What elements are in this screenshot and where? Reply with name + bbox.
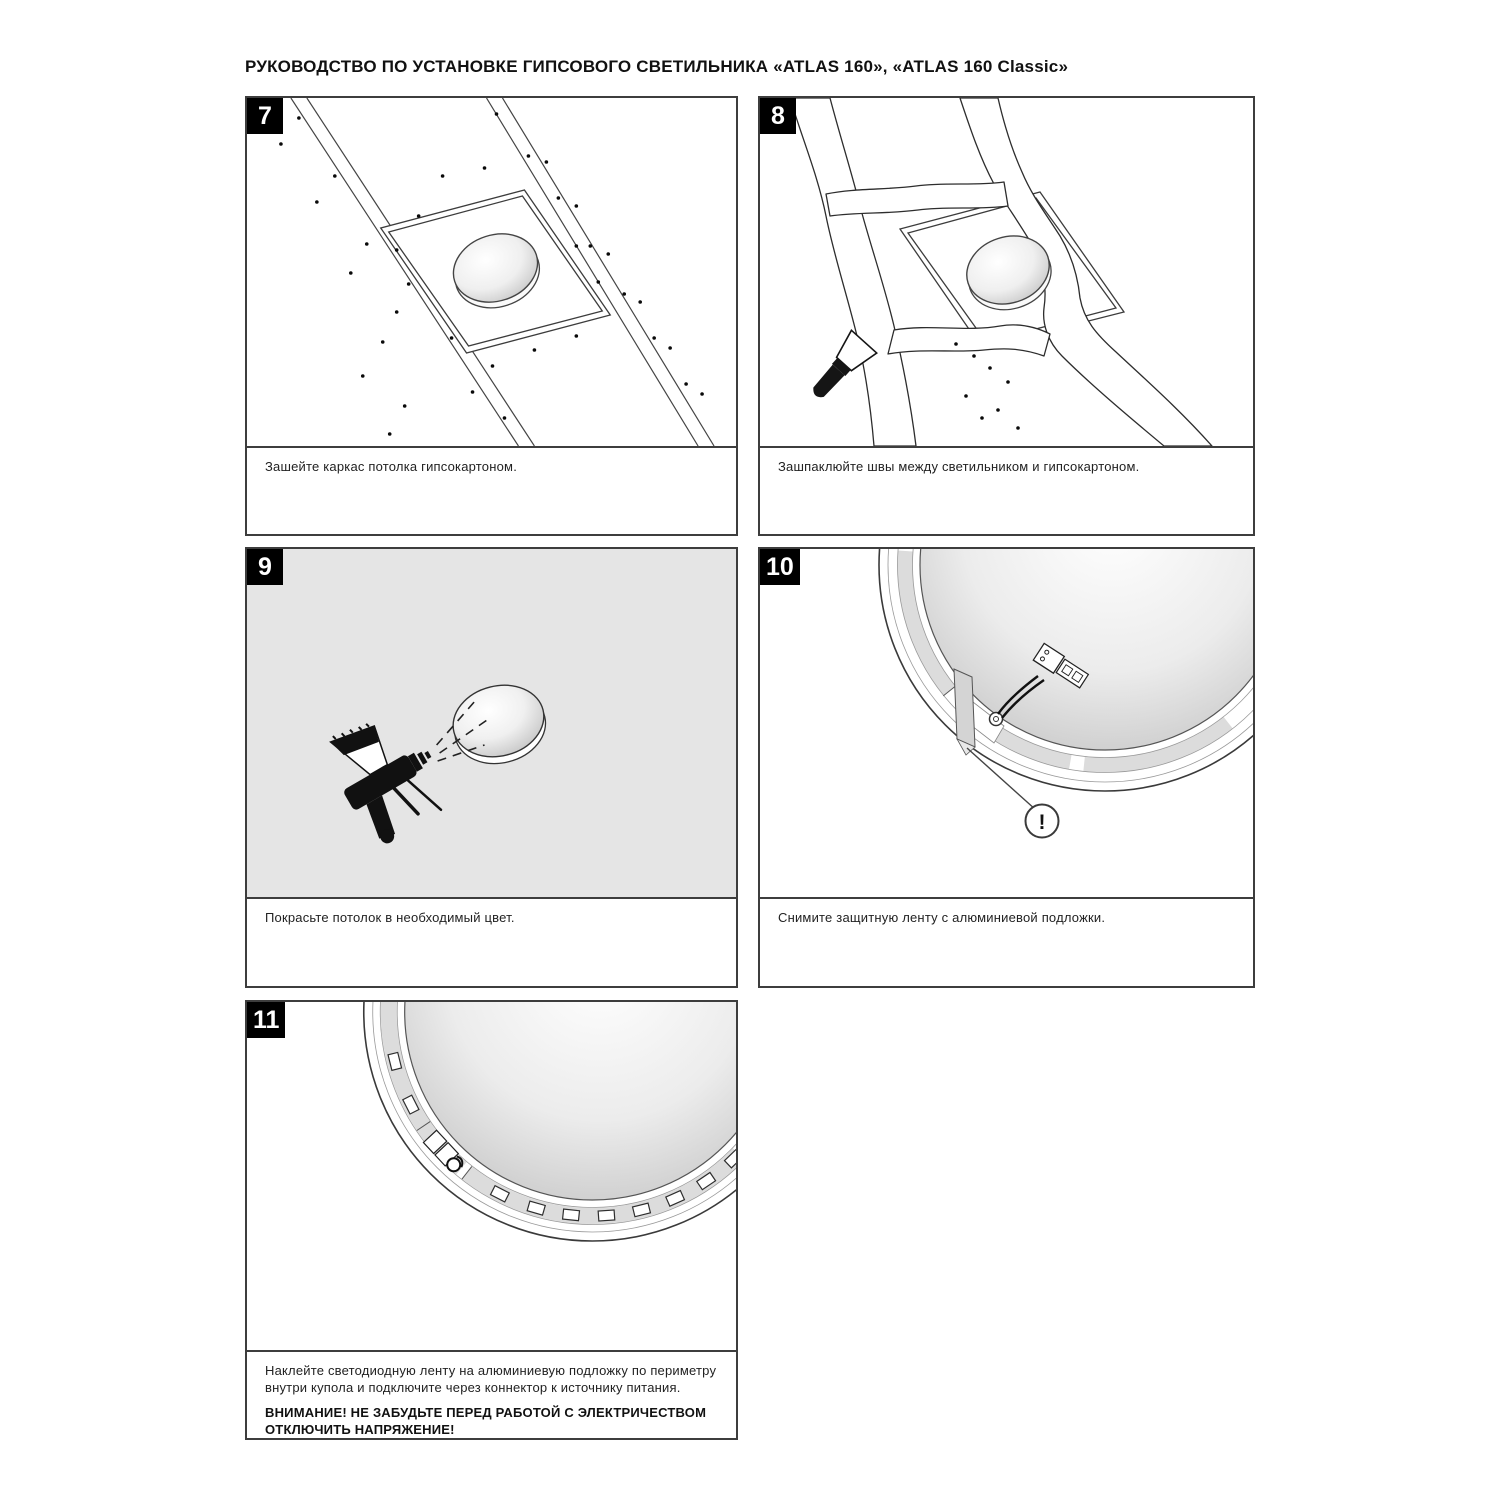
step-caption-text: Покрасьте потолок в необходимый цвет.: [265, 910, 515, 925]
exclamation-glyph: !: [1038, 811, 1046, 834]
step-caption-text: Снимите защитную ленту с алюминиевой подложки.: [778, 910, 1106, 925]
step-7-illustration: [247, 98, 736, 446]
warning-icon: [1026, 805, 1059, 838]
step-caption: [760, 897, 1253, 985]
step-number-badge: 11: [247, 1002, 285, 1038]
step-warning-text: ВНИМАНИЕ! НЕ ЗАБУДЬТЕ ПЕРЕД РАБОТОЙ С ЭЛЕКТРИЧЕСТВОМ ОТКЛЮЧИТЬ НАПРЯЖЕНИЕ!: [265, 1405, 707, 1438]
step-panel-10: [758, 547, 1255, 988]
putty-seams-drawing: [760, 98, 1253, 446]
step-number-badge: 7: [247, 98, 283, 134]
led-strip-drawing: [247, 1002, 736, 1350]
step-10-illustration: [760, 549, 1253, 897]
step-11-illustration: [247, 1002, 736, 1350]
remove-tape-drawing: [760, 549, 1253, 897]
step-panel-7: [245, 96, 738, 536]
step-panel-9: [245, 547, 738, 988]
step-number-badge: 8: [760, 98, 796, 134]
step-panel-8: [758, 96, 1255, 536]
drywall-ceiling-drawing: [247, 98, 736, 446]
step-caption-text: Зашейте каркас потолка гипсокартоном.: [265, 459, 518, 474]
screw-dots: [954, 342, 1020, 430]
step-8-illustration: [760, 98, 1253, 446]
step-caption-text: Зашпаклюйте швы между светильником и гипсокартоном.: [778, 459, 1140, 474]
step-caption-text: Наклейте светодиодную ленту на алюминиевую подложку по периметру внутри купола и подключите через коннектор к источнику питания.: [265, 1363, 717, 1396]
step-caption: [247, 897, 736, 985]
step-panel-11: [245, 1000, 738, 1440]
step-9-illustration: [247, 549, 736, 897]
step-number-badge: 10: [760, 549, 800, 585]
step-caption: [247, 1350, 736, 1438]
page-title: РУКОВОДСТВО ПО УСТАНОВКЕ ГИПСОВОГО СВЕТИЛЬНИКА «ATLAS 160», «ATLAS 160 Classic»: [245, 57, 1069, 76]
step-number-badge: 9: [247, 549, 283, 585]
spray-painting-drawing: [247, 549, 736, 897]
step-caption: [760, 446, 1253, 534]
step-caption: [247, 446, 736, 534]
wire-hole: [990, 713, 1003, 726]
protective-tape: [954, 669, 975, 755]
